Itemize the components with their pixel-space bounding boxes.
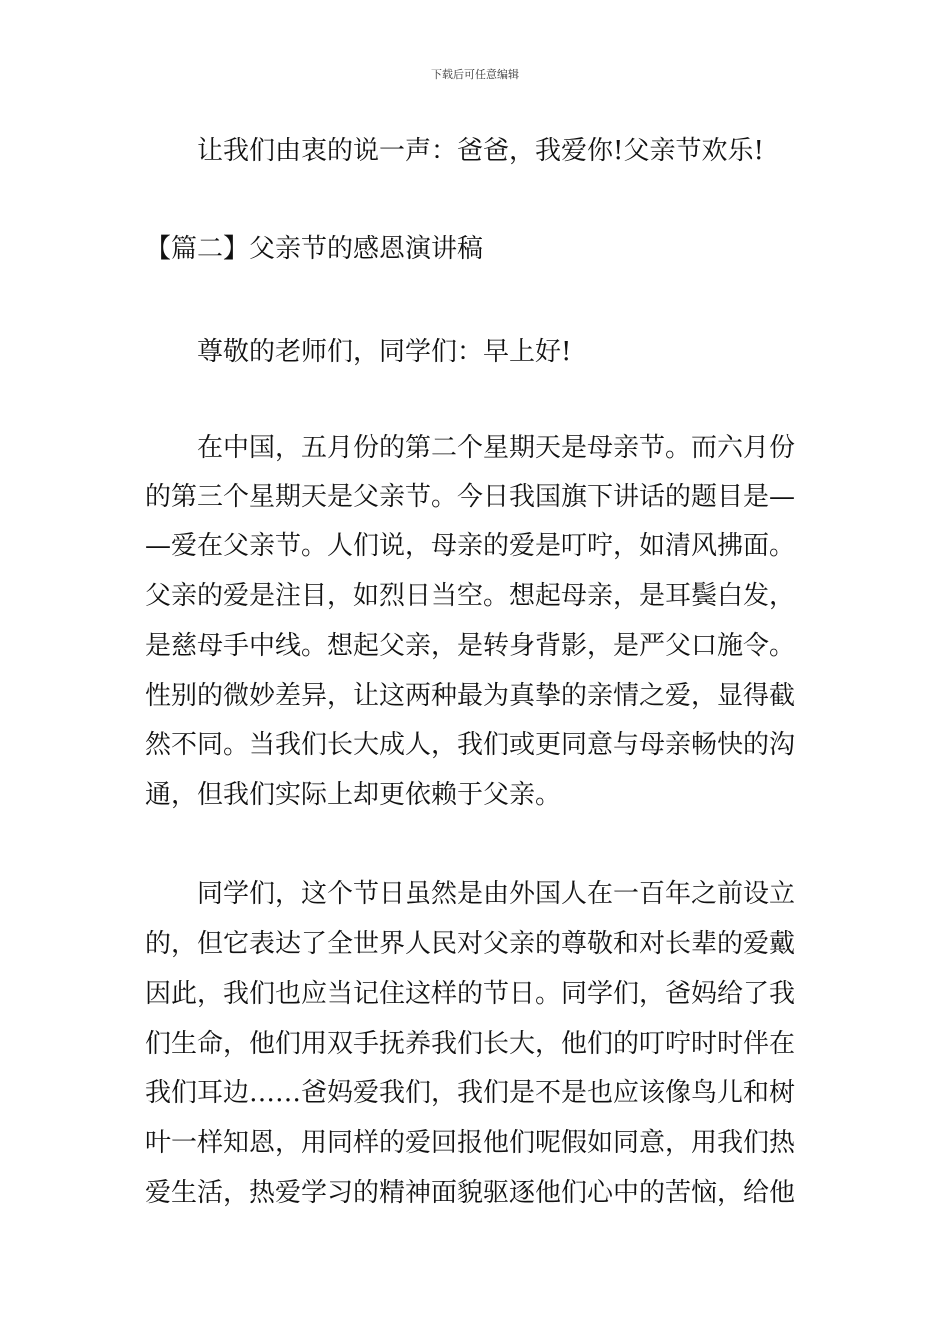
paragraph-line: 在中国，五月份的第二个星期天是母亲节。而六月份 (197, 433, 796, 463)
paragraph-line: 父亲的爱是注目，如烈日当空。想起母亲，是耳鬓白发， (145, 581, 796, 611)
paragraph-line: 们生命，他们用双手抚养我们长大，他们的叮咛时时伴在 (145, 1029, 796, 1059)
paragraph-line: 同学们，这个节日虽然是由外国人在一百年之前设立 (197, 879, 796, 909)
paragraph-line: 叶一样知恩，用同样的爱回报他们呢假如同意，用我们热 (145, 1128, 796, 1158)
page-header: 下载后可任意编辑 (431, 68, 519, 81)
paragraph-line: 性别的微妙差异，让这两种最为真挚的亲情之爱，显得截 (145, 681, 796, 711)
paragraph-line: 是慈母手中线。想起父亲，是转身背影，是严父口施令。 (145, 631, 796, 661)
paragraph-line: 因此，我们也应当记住这样的节日。同学们，爸妈给了我 (145, 979, 796, 1009)
paragraph-line: 我们耳边……爸妈爱我们，我们是不是也应该像鸟儿和树 (145, 1078, 796, 1108)
paragraph-line: —爱在父亲节。人们说，母亲的爱是叮咛，如清风拂面。 (145, 531, 796, 561)
greeting-line: 尊敬的老师们，同学们：早上好! (197, 337, 572, 367)
paragraph-line: 通，但我们实际上却更依赖于父亲。 (145, 780, 562, 810)
paragraph-line: 的第三个星期天是父亲节。今日我国旗下讲话的题目是— (145, 482, 796, 512)
paragraph-line: 然不同。当我们长大成人，我们或更同意与母亲畅快的沟 (145, 730, 796, 760)
paragraph-line: 爱生活，热爱学习的精神面貌驱逐他们心中的苦恼，给他 (145, 1178, 796, 1208)
paragraph-line: 的，但它表达了全世界人民对父亲的尊敬和对长辈的爱戴 (145, 929, 796, 959)
closing-line: 让我们由衷的说一声：爸爸，我爱你!父亲节欢乐! (197, 136, 764, 166)
section-title: 【篇二】父亲节的感恩演讲稿 (145, 234, 484, 264)
